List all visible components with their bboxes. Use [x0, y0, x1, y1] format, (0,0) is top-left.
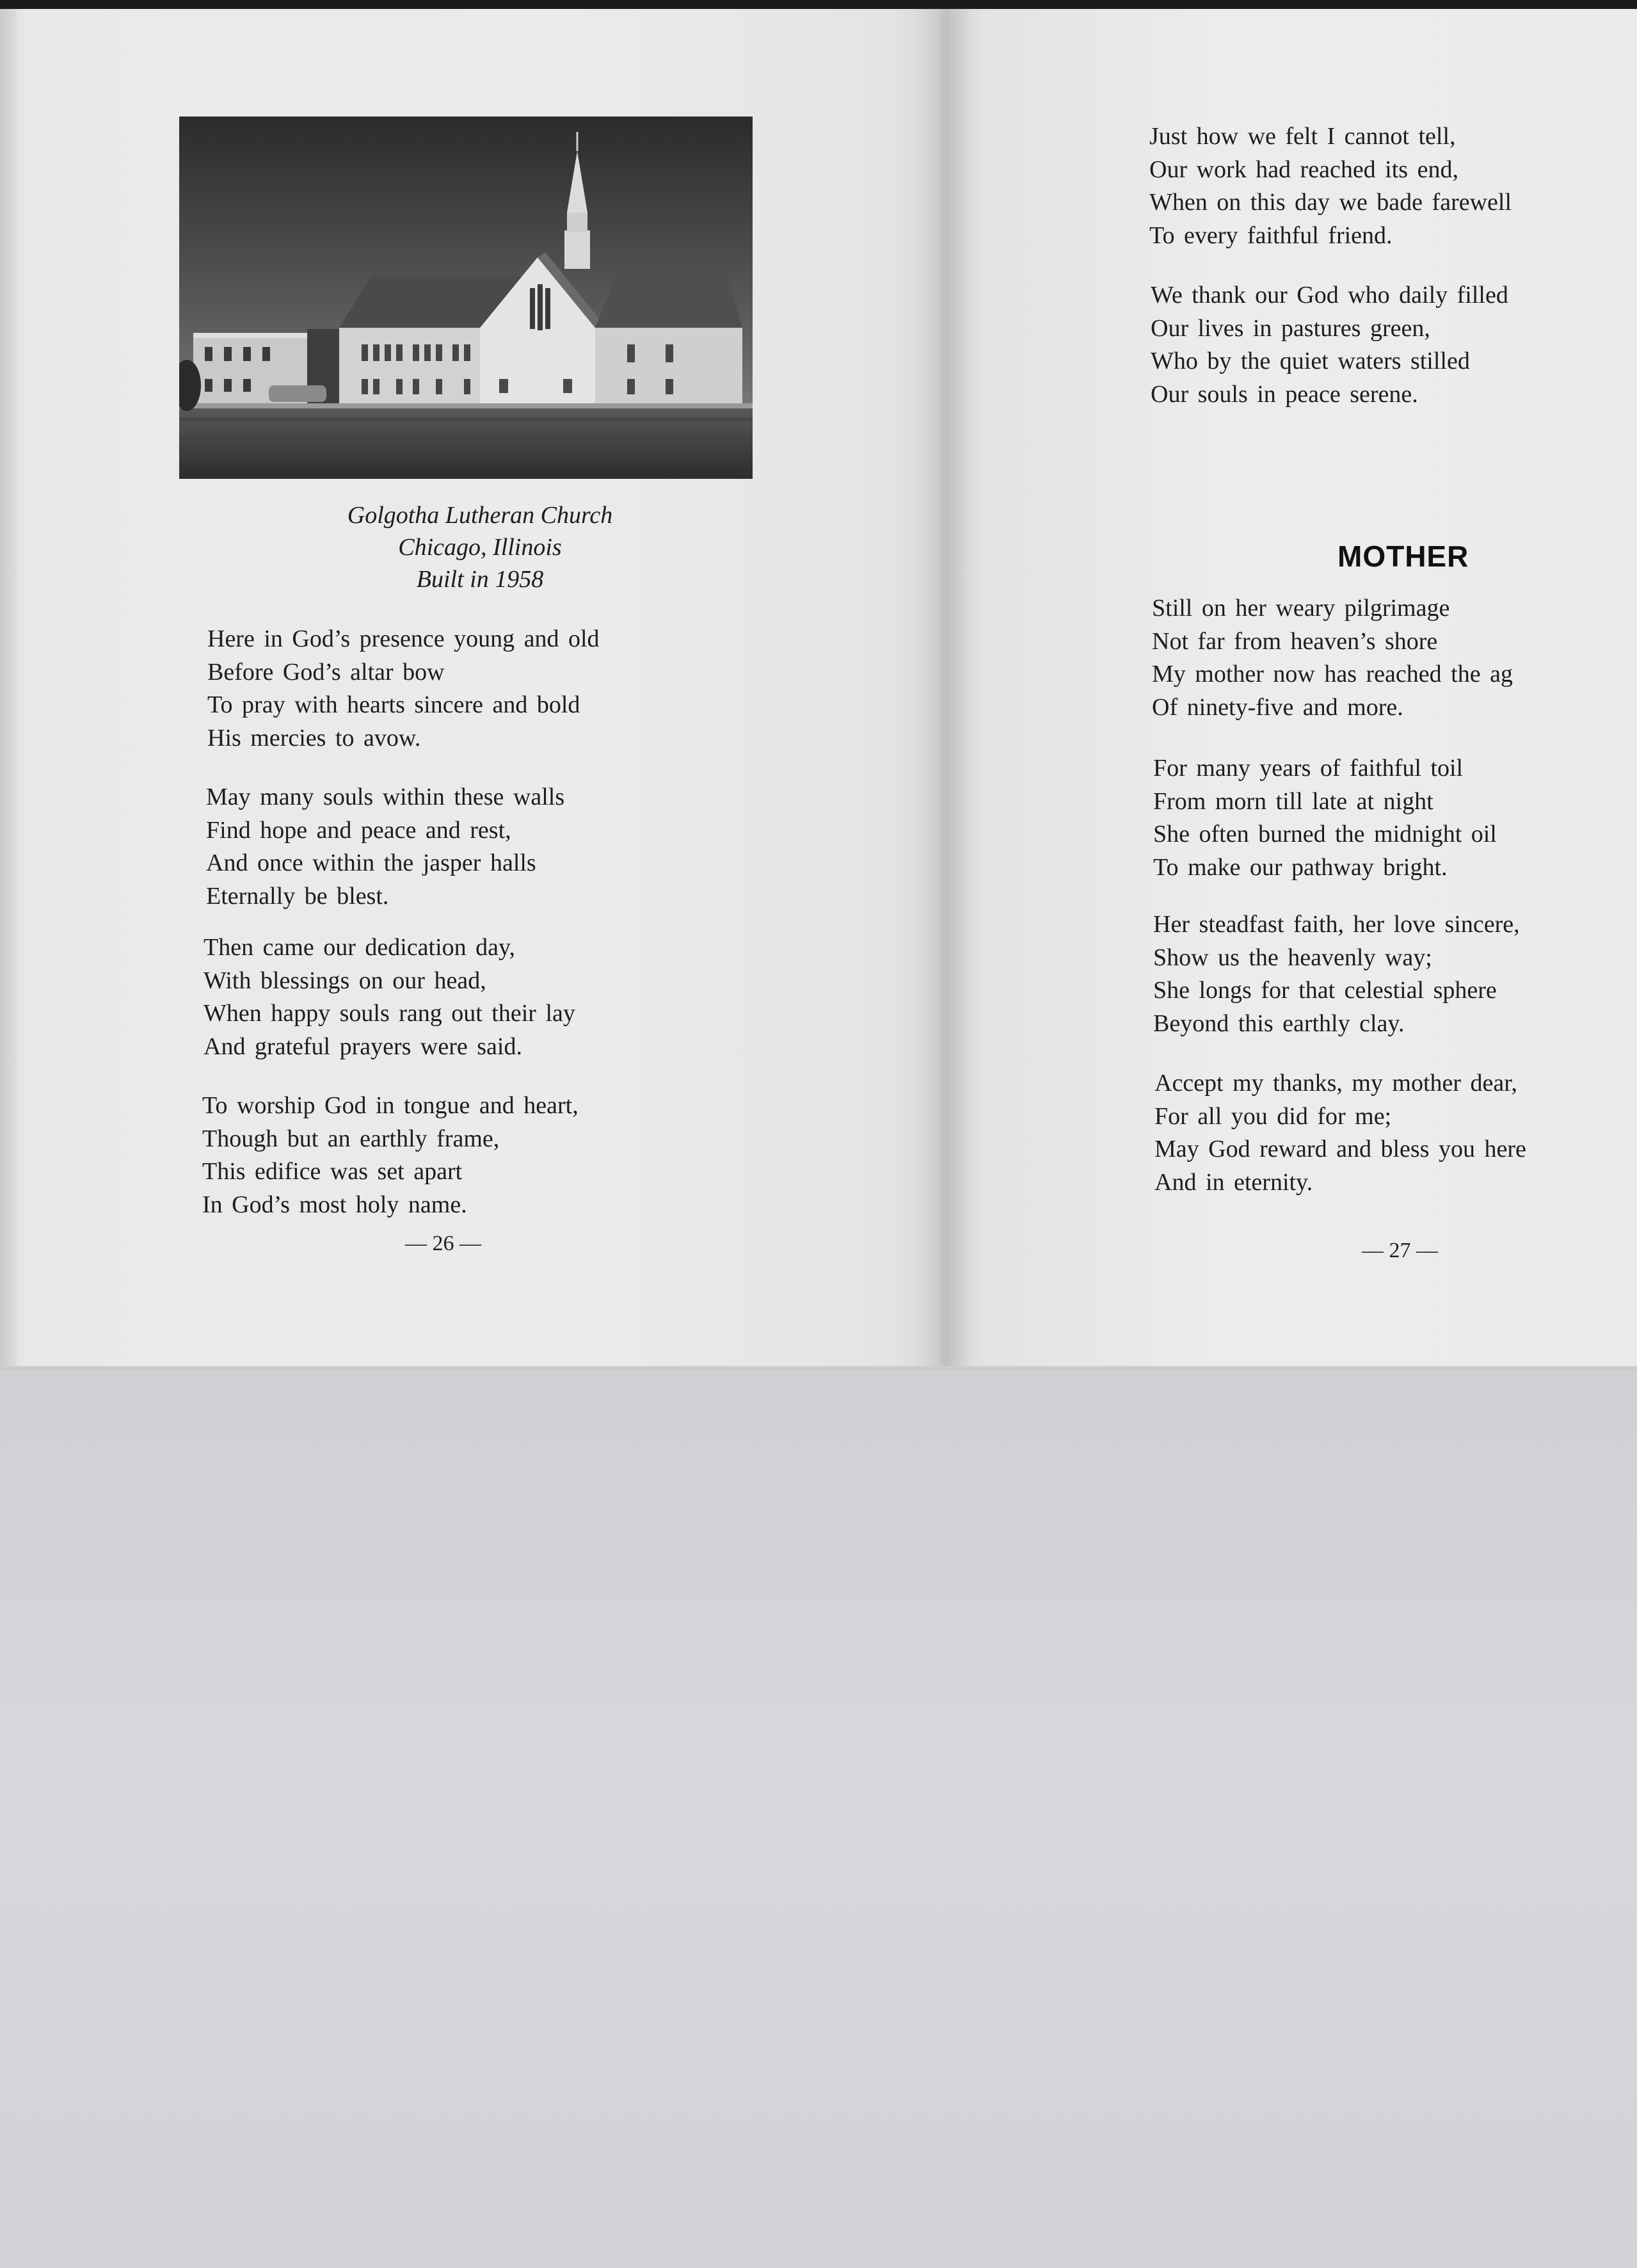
verse-line: Our lives in pastures green,: [1151, 314, 1430, 342]
verse-line: To every faithful friend.: [1149, 221, 1393, 249]
verse-line: Our souls in peace serene.: [1151, 380, 1418, 408]
verse-line: Eternally be blest.: [206, 882, 389, 910]
verse-line: With blessings on our head,: [204, 967, 486, 994]
verse-line: She often burned the midnight oil: [1153, 821, 1497, 848]
verse-line: To worship God in tongue and heart,: [202, 1092, 579, 1119]
verse-line: Though but an earthly frame,: [202, 1125, 500, 1152]
verse-line: Then came our dedication day,: [204, 934, 516, 961]
verse-line: His mercies to avow.: [207, 724, 421, 752]
verse-line: Find hope and peace and rest,: [206, 816, 511, 844]
left-page-edge: [0, 9, 17, 1370]
verse-line: To make our pathway bright.: [1153, 853, 1448, 881]
photo-caption-year: Built in 1958: [416, 566, 544, 593]
book-gutter: [915, 9, 973, 1370]
page-number-left: — 26 —: [405, 1232, 481, 1255]
verse-line: This edifice was set apart: [202, 1158, 463, 1185]
verse-line: When happy souls rang out their lay: [204, 1000, 575, 1027]
photo-caption-name: Golgotha Lutheran Church: [347, 502, 613, 529]
verse-line: My mother now has reached the ag: [1152, 661, 1513, 688]
verse-line: To pray with hearts sincere and bold: [207, 691, 580, 718]
left-stanza-3: [204, 931, 575, 1063]
verse-line: Still on her weary pilgrimage: [1152, 595, 1450, 622]
verse-line: From morn till late at night: [1153, 787, 1433, 815]
photo-caption-location: Chicago, Illinois: [398, 534, 562, 561]
verse-line: For all you did for me;: [1154, 1102, 1392, 1130]
mother-stanza-4: [1154, 1067, 1526, 1199]
page-number-right: — 27 —: [1362, 1239, 1438, 1262]
verse-line: Her steadfast faith, her love sincere,: [1153, 911, 1520, 938]
verse-line: Beyond this earthly clay.: [1153, 1009, 1405, 1037]
verse-line: For many years of faithful toil: [1153, 755, 1464, 782]
verse-line: Show us the heavenly way;: [1153, 944, 1432, 971]
verse-line: Here in God’s presence young and old: [207, 625, 600, 652]
verse-line: She longs for that celestial sphere: [1153, 977, 1497, 1004]
verse-line: Just how we felt I cannot tell,: [1149, 123, 1456, 150]
mother-stanza-3: [1153, 908, 1520, 1040]
left-stanza-1: [207, 623, 600, 755]
mother-stanza-1: [1152, 592, 1513, 724]
left-stanza-4: [202, 1090, 579, 1221]
verse-line: Of ninety-five and more.: [1152, 693, 1403, 721]
verse-line: When on this day we bade farewell: [1149, 189, 1512, 216]
verse-line: Who by the quiet waters stilled: [1151, 348, 1470, 374]
verse-line: We thank our God who daily filled: [1151, 282, 1508, 309]
verse-line: Our work had reached its end,: [1149, 156, 1458, 183]
poem-title: MOTHER: [1338, 540, 1469, 573]
verse-line: May many souls within these walls: [206, 784, 565, 810]
verse-line: Not far from heaven’s shore: [1152, 627, 1438, 655]
verse-line: May God reward and bless you here: [1154, 1136, 1526, 1162]
verse-line: Accept my thanks, my mother dear,: [1154, 1070, 1517, 1097]
verse-line: Before God’s altar bow: [207, 658, 445, 686]
left-stanza-2: [206, 781, 564, 913]
verse-line: And grateful prayers were said.: [204, 1033, 522, 1060]
scan-top-edge: [0, 0, 1637, 9]
verse-line: And once within the jasper halls: [206, 849, 536, 876]
scanner-bed: [0, 1370, 1637, 2268]
verse-line: And in eternity.: [1154, 1168, 1313, 1196]
right-stanza-2: [1151, 279, 1508, 411]
mother-stanza-2: [1153, 752, 1497, 884]
church-photo: [179, 117, 753, 479]
right-stanza-1: [1149, 120, 1512, 252]
verse-line: In God’s most holy name.: [202, 1191, 467, 1218]
